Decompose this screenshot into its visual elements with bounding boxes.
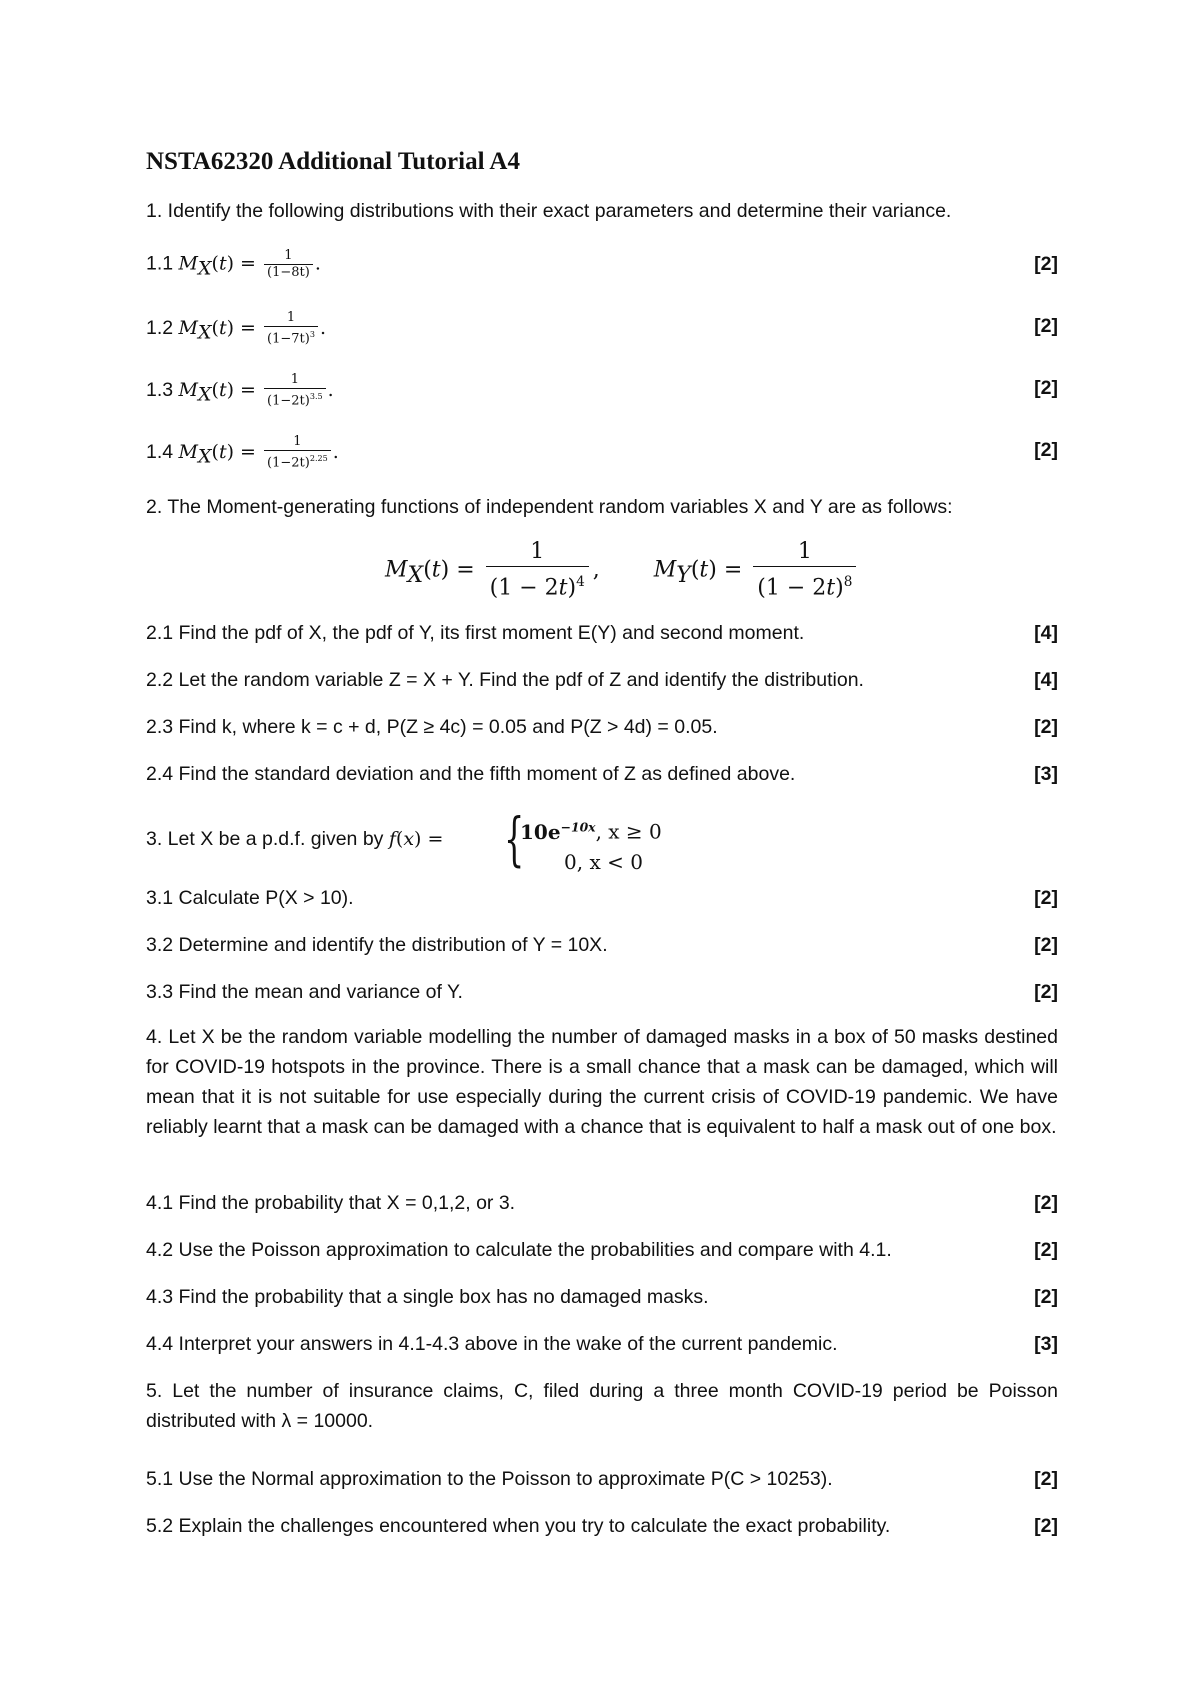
q2-item-4-mark: [3]: [1034, 763, 1058, 785]
q3-item-1-mark: [2]: [1034, 887, 1058, 909]
q3-item-3: 3.3 Find the mean and variance of Y.: [146, 981, 463, 1003]
q1-item-1-fraction: $\frac{1}{(1-8t)}$: [264, 248, 313, 281]
q2-item-3: 2.3 Find k, where k = c + d, P(Z ≥ 4c) = 0.05 and P(Z > 4d) = 0.05.: [146, 716, 718, 738]
q2-mgf-y-fraction: $\frac{1}{(1 - 2t)^8}$: [753, 538, 856, 603]
q2-item-4: 2.4 Find the standard deviation and the fifth moment of Z as defined above.: [146, 763, 796, 785]
q1-intro: 1. Identify the following distributions with their exact parameters and determine their variance.: [146, 200, 952, 222]
q2-item-1: 2.1 Find the pdf of X, the pdf of Y, its first moment E(Y) and second moment.: [146, 622, 805, 644]
q4-item-4: 4.4 Interpret your answers in 4.1-4.3 above in the wake of the current pandemic.: [146, 1333, 838, 1355]
q2-item-2-mark: [4]: [1034, 669, 1058, 691]
q1-item-2-number: 1.2: [146, 316, 174, 339]
q4-item-3: 4.3 Find the probability that a single box has no damaged masks.: [146, 1286, 709, 1308]
q3-pdf-definition: 3. Let X be a p.d.f. given by f(x) = { $10e^{-10x}$, x ≥ 0 0, x < 0: [146, 805, 662, 874]
q5-item-2-mark: [2]: [1034, 1515, 1058, 1537]
q1-item-2: 1.2 $M_X(t)$ = $\frac{1}{(1-7t)^3}$ .: [146, 310, 326, 347]
q3-case-2: 0, x < 0: [564, 849, 643, 874]
q3-item-3-mark: [2]: [1034, 981, 1058, 1003]
q5-intro: 5. Let the number of insurance claims, C, filed during a three month COVID-19 period be Poisson distributed with λ = 10000.: [146, 1380, 1058, 1432]
q5-item-2: 5.2 Explain the challenges encountered when you try to calculate the exact probability.: [146, 1515, 891, 1537]
q1-item-4-number: 1.4: [146, 440, 174, 463]
q5-item-1-mark: [2]: [1034, 1468, 1058, 1490]
q1-item-1-mark: [2]: [1034, 253, 1058, 275]
q4-item-2: 4.2 Use the Poisson approximation to calculate the probabilities and compare with 4.1.: [146, 1239, 892, 1261]
q1-item-3-fraction: $\frac{1}{(1-2t)^{3.5}}$: [264, 372, 326, 409]
q2-intro: 2. The Moment-generating functions of independent random variables X and Y are as follows:: [146, 496, 953, 518]
q3-item-2: 3.2 Determine and identify the distribution of Y = 10X.: [146, 934, 608, 956]
q4-item-1-mark: [2]: [1034, 1192, 1058, 1214]
q4-item-4-mark: [3]: [1034, 1333, 1058, 1355]
q1-item-4: 1.4 $M_X(t)$ = $\frac{1}{(1-2t)^{2.25}}$ .: [146, 434, 339, 471]
q1-item-3: 1.3 $M_X(t)$ = $\frac{1}{(1-2t)^{3.5}}$ .: [146, 372, 334, 409]
q1-item-4-fraction: $\frac{1}{(1-2t)^{2.25}}$: [264, 434, 331, 471]
q1-item-2-mark: [2]: [1034, 315, 1058, 337]
q3-intro: 3. Let X be a p.d.f. given by: [146, 828, 384, 850]
q2-mgf-x-fraction: $\frac{1}{(1 - 2t)^4}$: [486, 538, 589, 603]
q2-item-2: 2.2 Let the random variable Z = X + Y. Find the pdf of Z and identify the distribution.: [146, 669, 864, 691]
q3-item-1: 3.1 Calculate P(X > 10).: [146, 887, 354, 909]
document-title: NSTA62320 Additional Tutorial A4: [146, 148, 520, 175]
q3-item-2-mark: [2]: [1034, 934, 1058, 956]
q1-item-1-number: 1.1: [146, 252, 174, 275]
q2-item-3-mark: [2]: [1034, 716, 1058, 738]
q1-item-4-mark: [2]: [1034, 439, 1058, 461]
q1-item-3-mark: [2]: [1034, 377, 1058, 399]
q5-item-1: 5.1 Use the Normal approximation to the Poisson to approximate P(C > 10253).: [146, 1468, 833, 1490]
q2-item-1-mark: [4]: [1034, 622, 1058, 644]
q4-intro: 4. Let X be the random variable modelling the number of damaged masks in a box of 50 masks destined for COVID-19 hotspots in the province. There is a small chance that a mask can be damaged, which will mean that it is not suitable for use especially during the current crisis of COVID-19 pandemic. We have reliably learnt that a mask can be damaged with a chance that is equivalent to half a mask out of one box.: [146, 1026, 1058, 1138]
q4-item-2-mark: [2]: [1034, 1239, 1058, 1261]
q1-item-3-number: 1.3: [146, 378, 174, 401]
q3-case-1: $10e^{-10x}$, x ≥ 0: [520, 819, 662, 844]
q1-item-2-fraction: $\frac{1}{(1-7t)^3}$: [264, 310, 318, 347]
q1-item-1: 1.1 $M_X(t)$ = $\frac{1}{(1-8t)}$ .: [146, 248, 321, 280]
q2-mgf-equations: $M_X(t)$ = $\frac{1}{(1 - 2t)^4}$ , $M_Y(t)$ = $\frac{1}{(1 - 2t)^8}$: [385, 538, 860, 603]
q4-item-3-mark: [2]: [1034, 1286, 1058, 1308]
q4-item-1: 4.1 Find the probability that X = 0,1,2, or 3.: [146, 1192, 516, 1214]
